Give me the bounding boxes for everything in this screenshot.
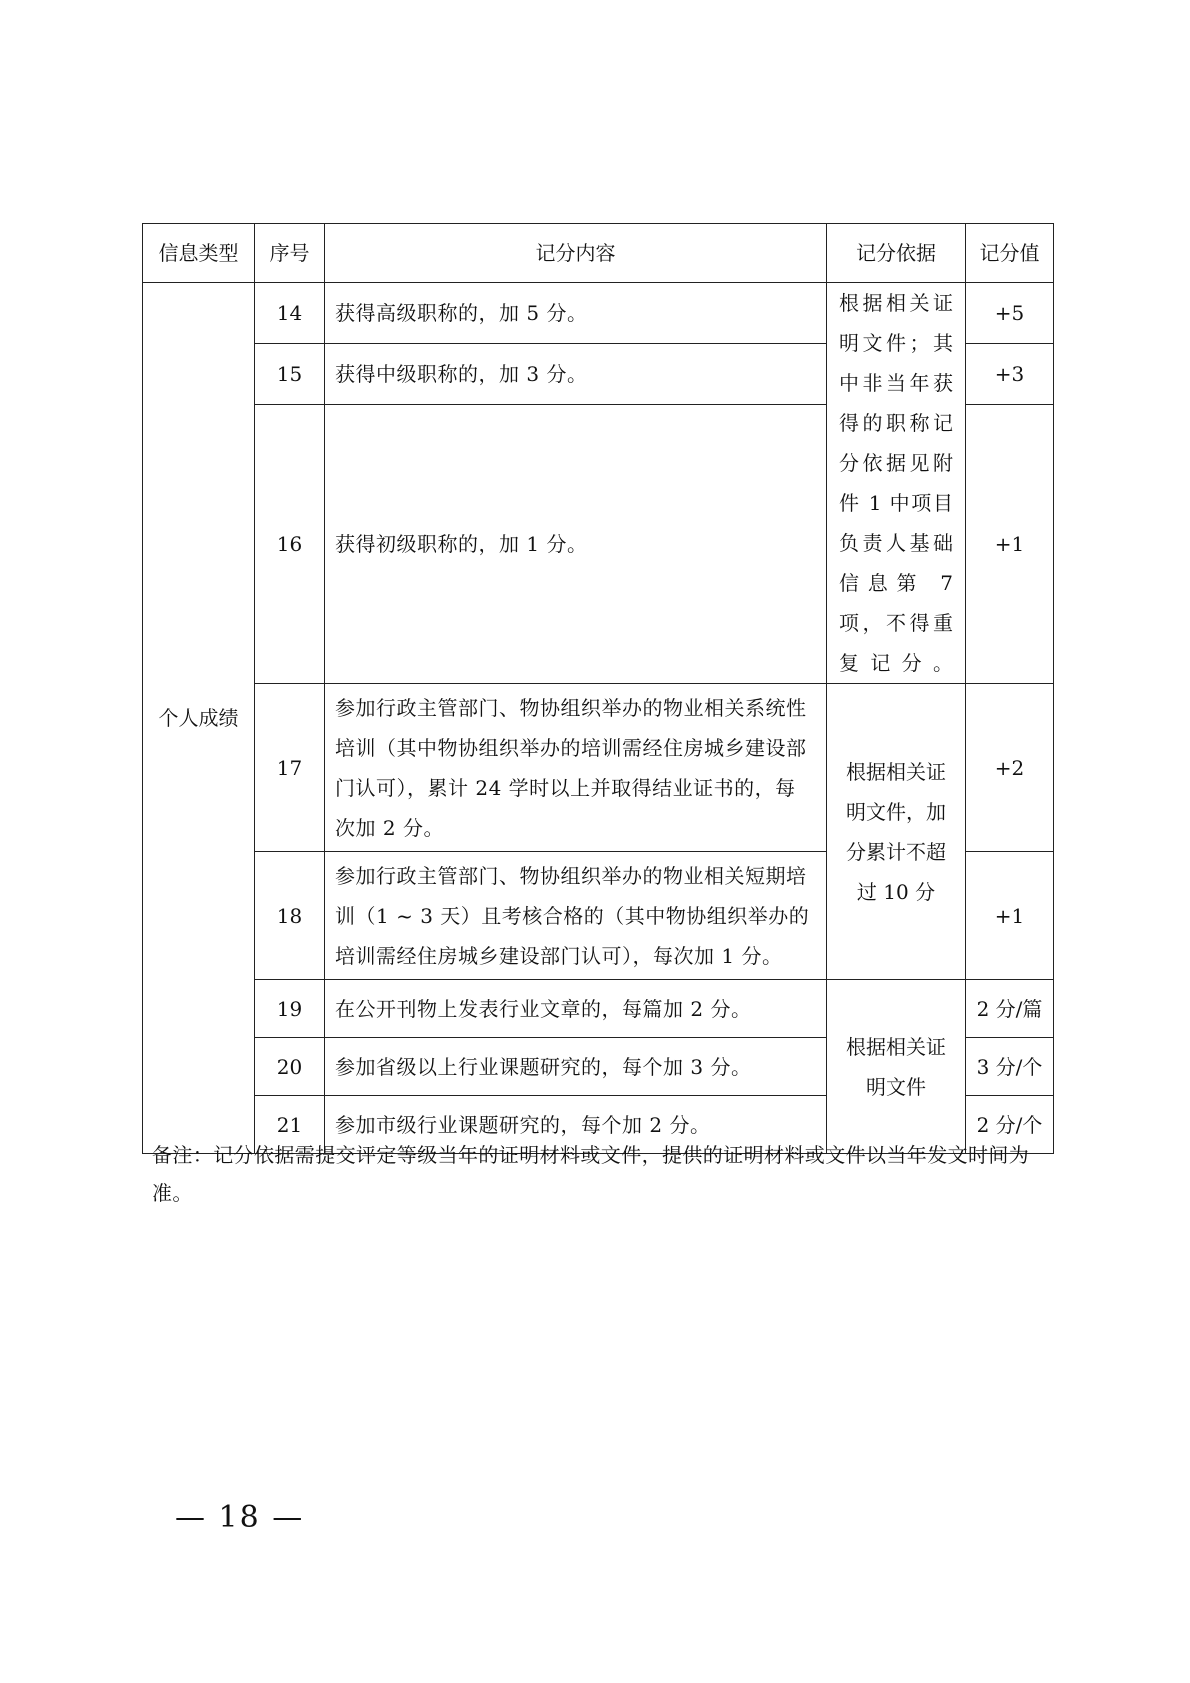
row-content: 获得初级职称的，加 1 分。 <box>325 405 827 684</box>
row-value: 2 分/个 <box>966 1096 1054 1154</box>
row-content: 参加行政主管部门、物协组织举办的物业相关短期培训（1 ~ 3 天）且考核合格的（其中物协组织举办的培训需经住房城乡建设部门认可），每次加 1 分。 <box>325 852 827 980</box>
row-number: 15 <box>255 344 325 405</box>
table-row <box>143 684 1054 852</box>
header-value: 记分值 <box>966 224 1054 283</box>
row-number: 16 <box>255 405 325 684</box>
row-number: 18 <box>255 852 325 980</box>
basis-research-group: 根据相关证明文件 <box>827 980 966 1154</box>
row-content: 参加行政主管部门、物协组织举办的物业相关系统性培训（其中物协组织举办的培训需经住房城乡建设部门认可），累计 24 学时以上并取得结业证书的，每次加 2 分。 <box>325 684 827 852</box>
row-content: 获得中级职称的，加 3 分。 <box>325 344 827 405</box>
score-table <box>142 223 1054 1154</box>
row-content: 参加省级以上行业课题研究的，每个加 3 分。 <box>325 1038 827 1096</box>
row-number: 20 <box>255 1038 325 1096</box>
row-number: 21 <box>255 1096 325 1154</box>
header-basis: 记分依据 <box>827 224 966 283</box>
table-row <box>143 980 1054 1038</box>
row-value: +1 <box>966 405 1054 684</box>
row-value: +2 <box>966 684 1054 852</box>
header-seq: 序号 <box>255 224 325 283</box>
basis-title-group: 根据相关证明文件；其中非当年获得的职称记分依据见附件 1 中项目负责人基础信息第 7 项，不得重复记分。 <box>827 283 966 684</box>
row-number: 17 <box>255 684 325 852</box>
header-content: 记分内容 <box>325 224 827 283</box>
header-info-type: 信息类型 <box>143 224 255 283</box>
table-row <box>143 283 1054 344</box>
row-value: 3 分/个 <box>966 1038 1054 1096</box>
row-content: 在公开刊物上发表行业文章的，每篇加 2 分。 <box>325 980 827 1038</box>
row-number: 14 <box>255 283 325 344</box>
row-content: 获得高级职称的，加 5 分。 <box>325 283 827 344</box>
category-cell: 个人成绩 <box>143 283 255 1154</box>
table-note: 备注：记分依据需提交评定等级当年的证明材料或文件，提供的证明材料或文件以当年发文时间为准。 <box>152 1143 1030 1205</box>
page-number: — 18 — <box>175 1500 305 1535</box>
row-value: +5 <box>966 283 1054 344</box>
row-number: 19 <box>255 980 325 1038</box>
row-value: +1 <box>966 852 1054 980</box>
row-value: 2 分/篇 <box>966 980 1054 1038</box>
basis-training-group: 根据相关证明文件，加分累计不超过 10 分 <box>827 684 966 980</box>
row-content: 参加市级行业课题研究的，每个加 2 分。 <box>325 1096 827 1154</box>
row-value: +3 <box>966 344 1054 405</box>
table-header-row <box>143 224 1054 283</box>
